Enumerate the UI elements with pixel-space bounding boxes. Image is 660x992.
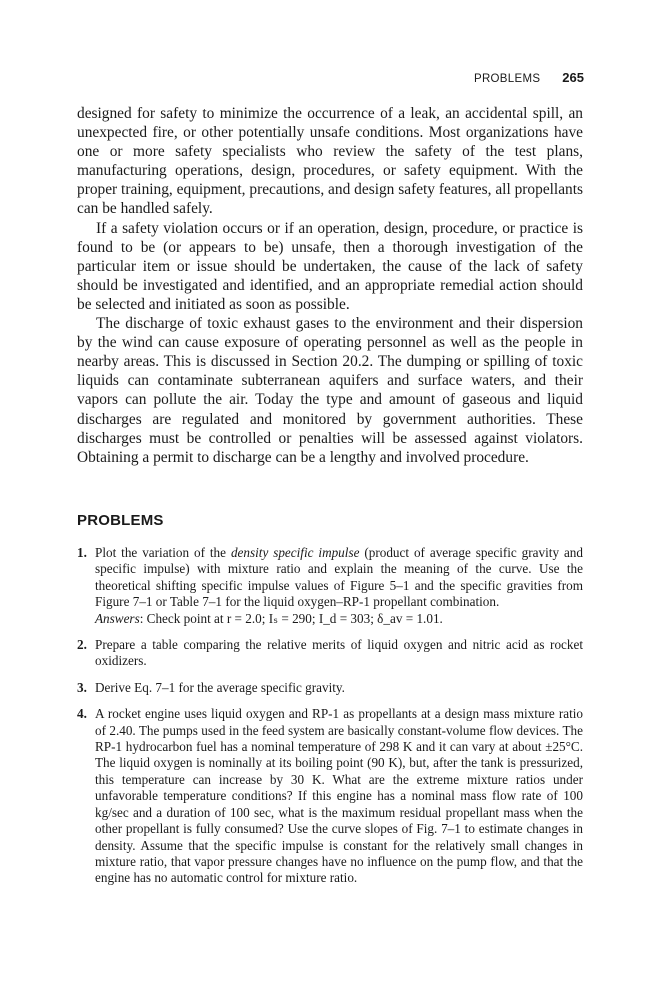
problem-item bbox=[77, 706, 583, 886]
answers-text: : Check point at r = 2.0; Iₛ = 290; I_d = 303; δ_av = 1.01. bbox=[139, 610, 443, 626]
problem-text bbox=[95, 545, 583, 627]
problem-item bbox=[77, 637, 583, 670]
problem-text: Derive Eq. 7–1 for the average specific gravity. bbox=[95, 679, 345, 695]
problem-item bbox=[77, 545, 583, 627]
paragraph: The discharge of toxic exhaust gases to the environment and their dispersion by the wind can cause exposure of operating personnel as well as the people in nearby areas. This is discussed in Section 20.2. The dumping or spilling of toxic liquids can contaminate subterranean aquifers and surface waters, and their vapors can pollute the air. Today the type and amount of gaseous and liquid discharges are regulated and monitored by government authorities. These discharges must be controlled or penalties will be assessed against violators. Obtaining a permit to discharge can be a lengthy and involved procedure. bbox=[77, 315, 583, 466]
problem-list bbox=[77, 545, 583, 897]
problem-number: 1. bbox=[77, 545, 87, 560]
page-header bbox=[474, 70, 584, 85]
page-number: 265 bbox=[562, 70, 584, 85]
problem-text: A rocket engine uses liquid oxygen and RP-1 as propellants at a design mass mixture ratio of 2.40. The pumps used in the feed system are basically constant-volume flow devices. The RP-1 hydrocarbon fuel has a nominal temperature of 298 K and it can vary at about ±25°C. The liquid oxygen is nominally at its boiling point (90 K), but, after the tank is pressurized, this temperature can increase by 30 K. What are the extreme mixture ratios under unfavorable temperature conditions? If this engine has a nominal mass flow rate of 100 kg/sec and a duration of 100 sec, what is the maximum residual propellant mass when the other propellant is fully consumed? Use the curve slopes of Fig. 7–1 to estimate changes in density. Assume that the specific impulse is constant for the relatively small changes in mixture ratio, that vapor pressure changes have no influence on the pump flow, and that the engine has no automatic control for mixture ratio. bbox=[95, 706, 583, 886]
paragraph: designed for safety to minimize the occurrence of a leak, an accidental spill, an unexpected fire, or other potentially unsafe conditions. Most organizations have one or more safety specialists who review the safety of the test plans, manufacturing operations, design, procedures, or safety equipment. With the proper training, equipment, precautions, and design safety features, all propellants can be handled safely. bbox=[77, 105, 583, 218]
problem-text-part: Plot the variation of the bbox=[95, 545, 231, 560]
problem-text-part: (product of average specific gravity and specific impulse) with mixture ratio and explain the meaning of the curve. Use the theoretical shifting specific impulse values of Figure 5–1 and the specific gravities from Figure 7–1 or Table 7–1 for the liquid oxygen–RP-1 propellant combination. bbox=[95, 545, 583, 610]
problem-number: 3. bbox=[77, 679, 87, 695]
answers-line bbox=[95, 611, 583, 627]
section-title: PROBLEMS bbox=[77, 512, 164, 529]
problem-text: Prepare a table comparing the relative merits of liquid oxygen and nitric acid as rocket oxidizers. bbox=[95, 637, 583, 669]
problem-item bbox=[77, 680, 583, 696]
problem-number: 4. bbox=[77, 706, 87, 722]
paragraph: If a safety violation occurs or if an operation, design, procedure, or practice is found to be (or appears to be) unsafe, then a thorough investigation of the particular item or issue should be undertaken, the cause of the lack of safety should be investigated and identified, and an appropriate remedial action should be selected and initiated as soon as possible. bbox=[77, 219, 583, 313]
answers-label: Answers bbox=[95, 610, 140, 626]
problem-number: 2. bbox=[77, 637, 87, 653]
body-text bbox=[77, 104, 583, 467]
emphasis-term: density specific impulse bbox=[230, 545, 360, 560]
running-head: PROBLEMS bbox=[473, 73, 541, 85]
